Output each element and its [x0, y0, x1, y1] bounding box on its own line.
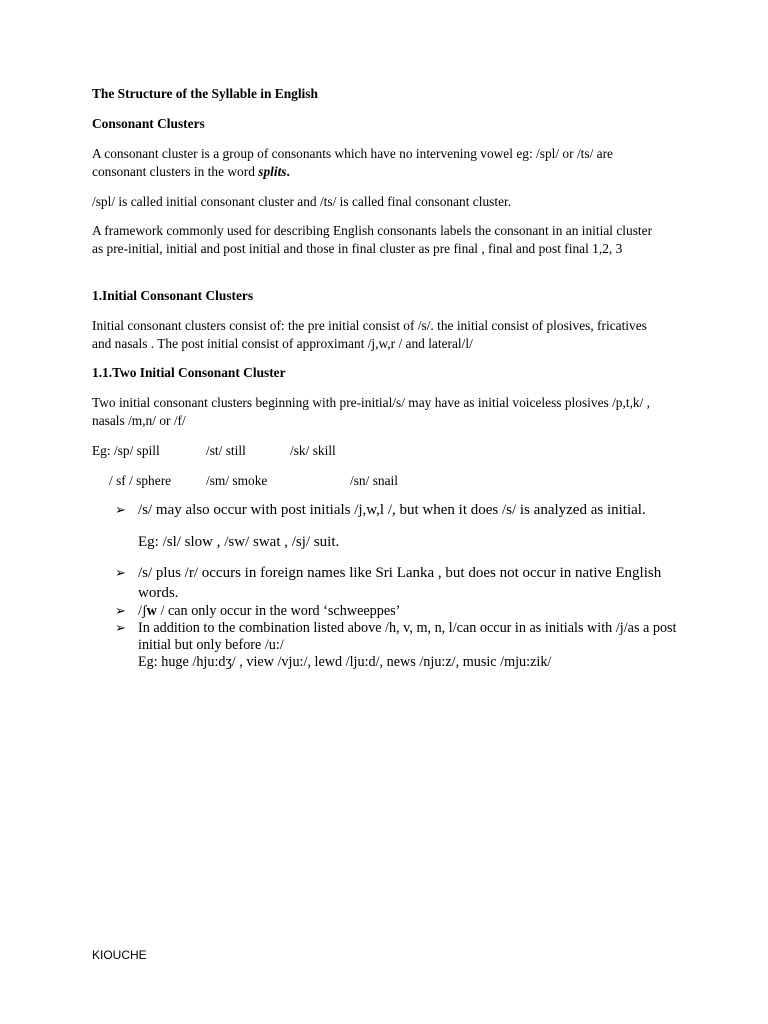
shw-w: w — [146, 603, 157, 619]
example-st: /st/ still — [206, 443, 246, 458]
bullet-post-initials: /s/ may also occur with post initials /j,w,l /, but when it does /s/ is analyzed as initial. — [138, 502, 646, 518]
paragraph-initial-consist: Initial consonant clusters consist of: the pre initial consist of /s/. the initial consist of plosives, fricatives and nasals . The post initial consist of approximant /j,w,r / and lateral/l/ — [92, 318, 647, 351]
bullet-post-initial-j: In addition to the combination listed above /h, v, m, n, l/can occur in as initials with /j/as a post initial but only before /u:/ — [138, 620, 677, 653]
heading-two-initial: 1.1.Two Initial Consonant Cluster — [92, 365, 286, 380]
paragraph-definition — [92, 145, 662, 181]
arrow-bullet-icon: ➢ — [115, 502, 126, 517]
example-sn: /sn/ snail — [350, 473, 398, 488]
heading-consonant-clusters: Consonant Clusters — [92, 116, 205, 131]
arrow-bullet-icon: ➢ — [115, 565, 126, 580]
shw-rest: / can only occur in the word ‘schweeppes’ — [156, 603, 401, 619]
shw-onset: /ʃ — [138, 603, 147, 619]
arrow-bullet-icon: ➢ — [115, 603, 126, 618]
paragraph-initial-final: /spl/ is called initial consonant cluster and /ts/ is called final consonant cluster. — [92, 194, 512, 209]
bullet-example-huge: Eg: huge /hju:dʒ/ , view /vju:/, lewd /lju:d/, news /nju:z/, music /mju:zik/ — [138, 654, 552, 670]
heading-initial-clusters: 1.Initial Consonant Clusters — [92, 288, 254, 303]
definition-text: A consonant cluster is a group of consonants which have no intervening vowel eg: /spl/ or /ts/ are consonant clusters in the word — [92, 146, 614, 179]
paragraph-framework: A framework commonly used for describing English consonants labels the consonant in an initial cluster as pre-initial, initial and post initial and those in final cluster as pre final , final and post final 1,2, 3 — [92, 223, 653, 256]
bullet-schweeppes — [138, 603, 678, 620]
definition-period: . — [286, 164, 290, 179]
example-sf: / sf / sphere — [109, 473, 172, 488]
example-sm: /sm/ smoke — [206, 473, 268, 488]
example-sk: /sk/ skill — [290, 443, 336, 458]
arrow-bullet-icon: ➢ — [115, 620, 126, 635]
page-footer: KIOUCHE — [92, 948, 147, 962]
paragraph-two-initial: Two initial consonant clusters beginning with pre-initial/s/ may have as initial voiceless plosives /p,t,k/ , nasals /m,n/ or /f/ — [92, 395, 651, 428]
example-sp: Eg: /sp/ spill — [92, 443, 160, 458]
example-word: splits — [258, 164, 287, 179]
bullet-example-slow: Eg: /sl/ slow , /sw/ swat , /sj/ suit. — [138, 534, 340, 550]
document-title: The Structure of the Syllable in English — [92, 86, 318, 101]
bullet-sri-lanka: /s/ plus /r/ occurs in foreign names like Sri Lanka , but does not occur in native English words. — [138, 565, 662, 601]
